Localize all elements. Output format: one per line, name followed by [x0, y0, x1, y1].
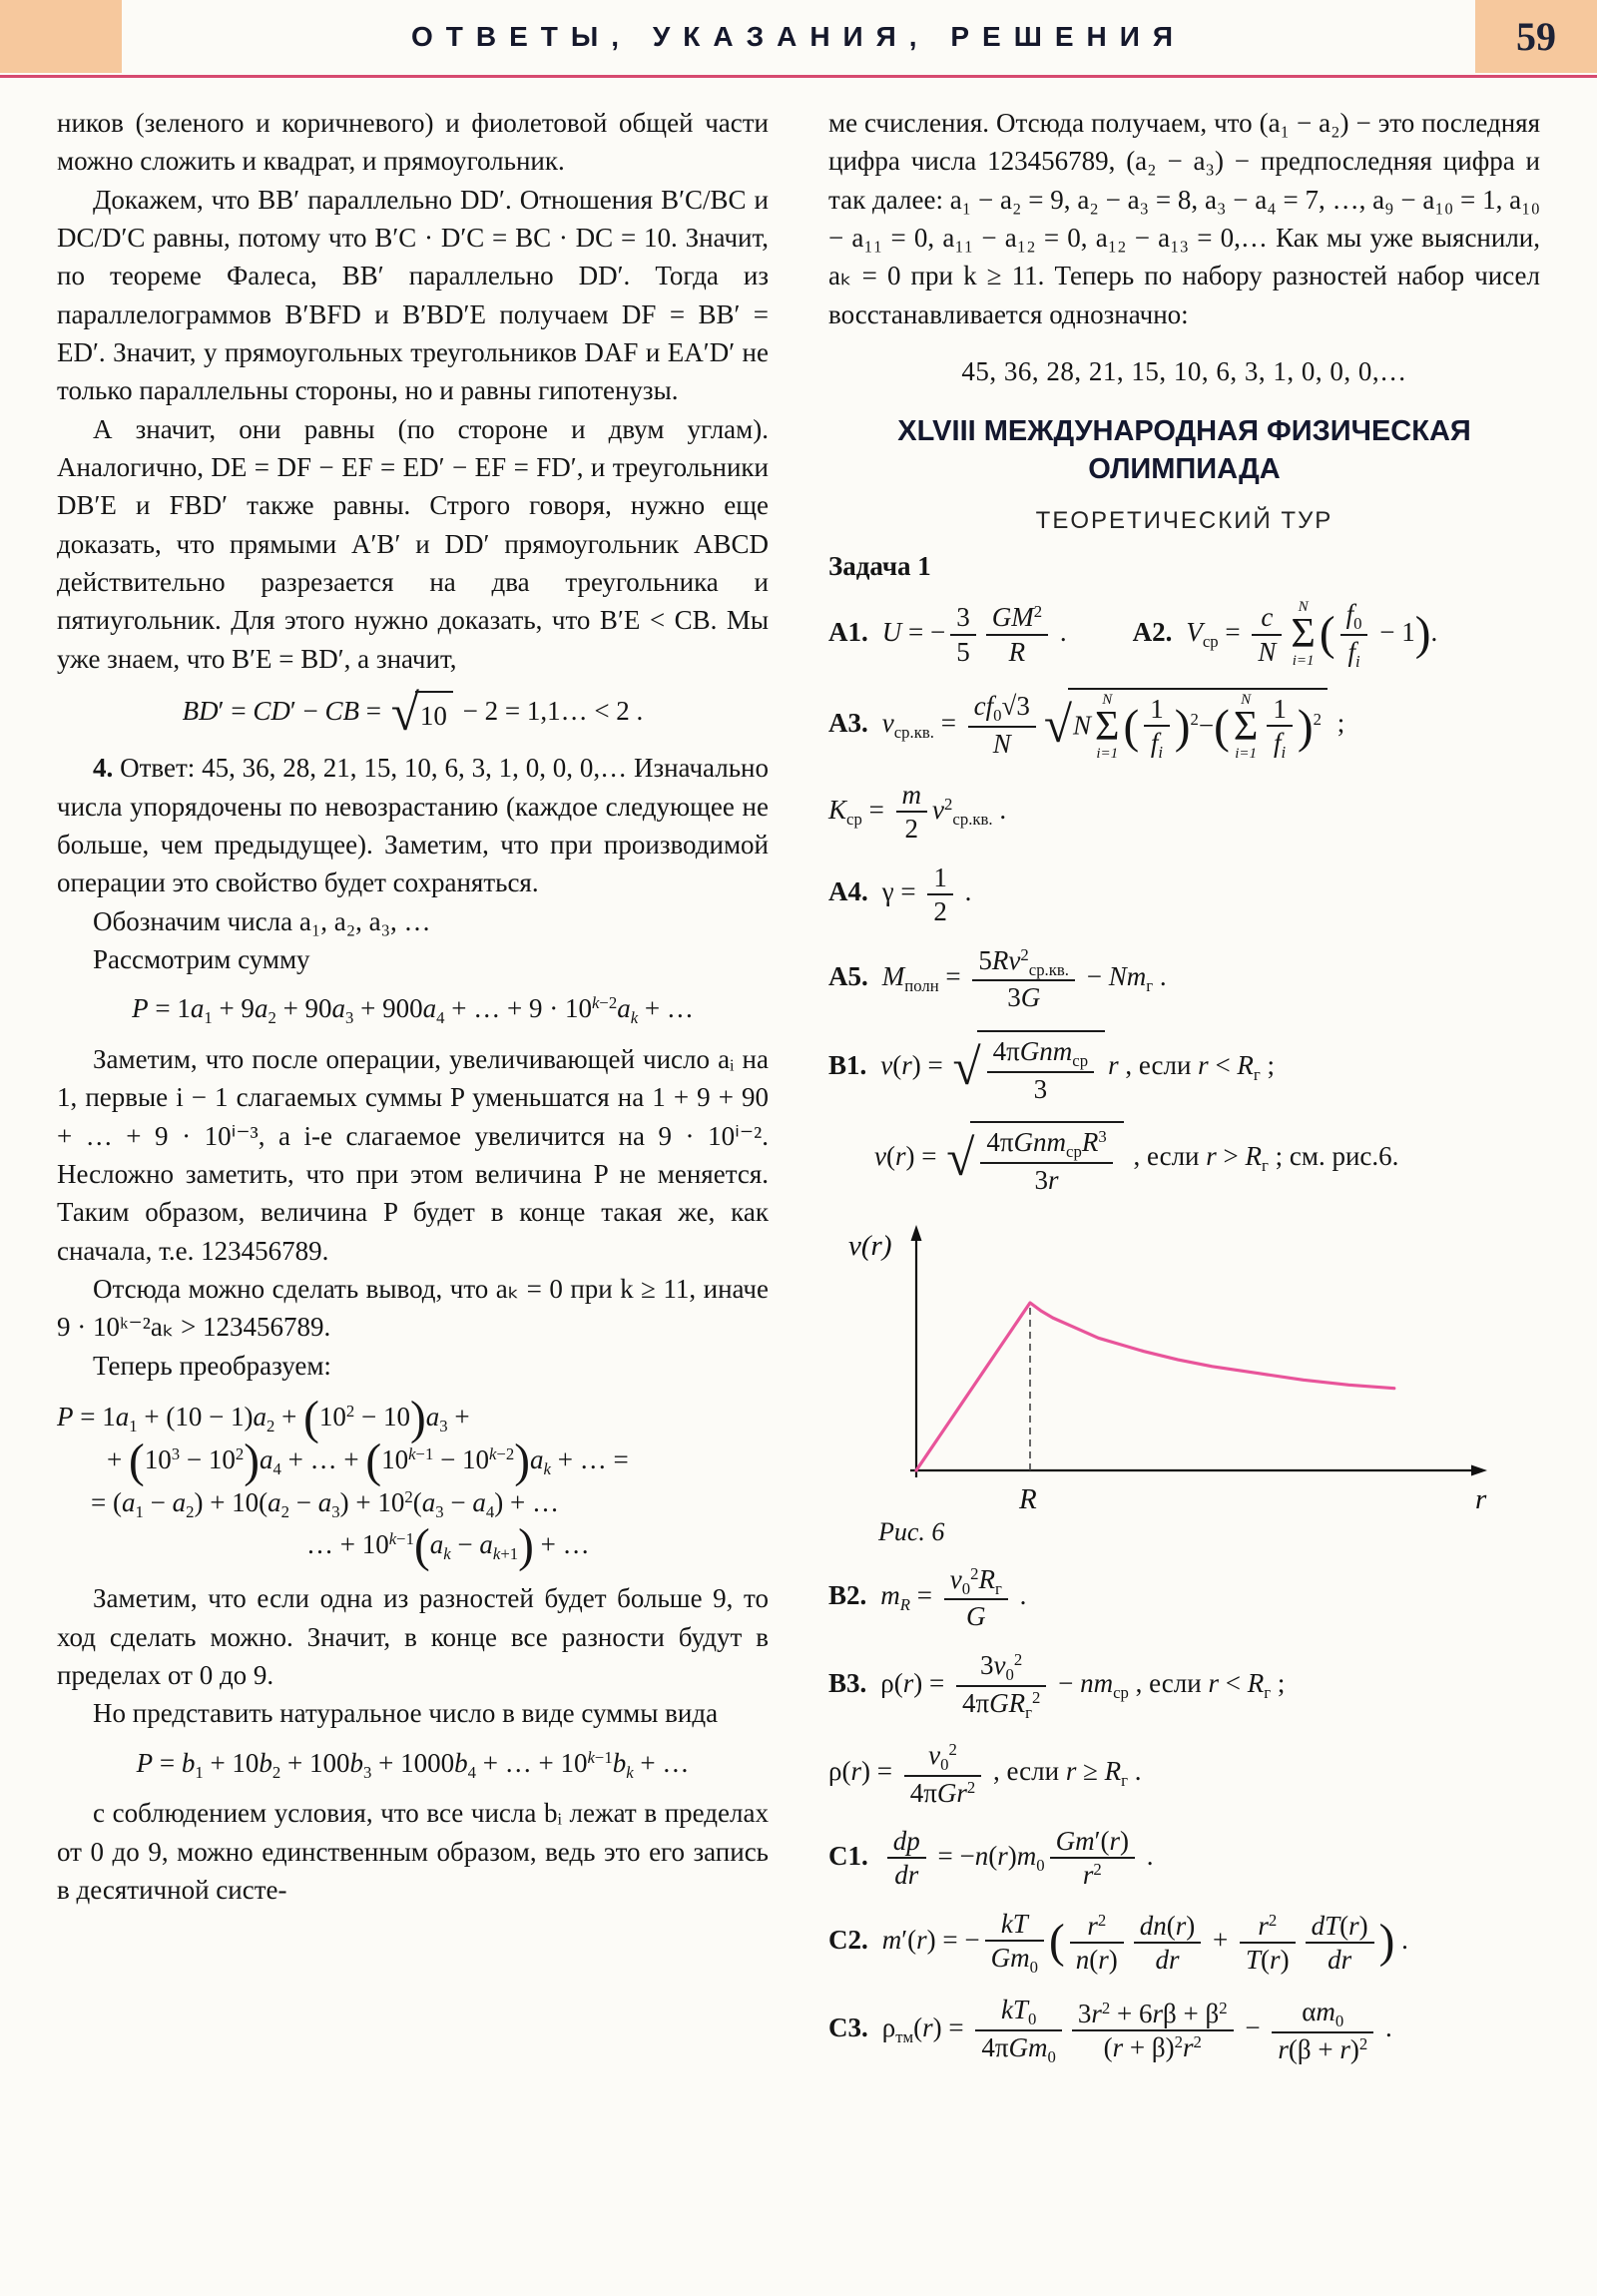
- formula-b2: $m_R$ = $\frac{v_0^2R_г}{G}$ .: [880, 1563, 1027, 1632]
- transformation-line-1: $P = 1a_1 + (10 - 1)a_2 + (10^2 - 10)a_3$ +: [57, 1392, 470, 1444]
- formula-c3: $\rho_{тм}(r)$ = $\frac{kT_0}{4\pi Gm_0}$ $\frac{3r^2 + 6r\beta + \beta^2}{(r + \beta)^2r^2}$ − $\frac{\alpha m_0}{r(\beta + r)^2}$ .: [881, 1995, 1392, 2066]
- para-consider-sum: Рассмотрим сумму: [93, 943, 310, 974]
- transformation-line-2: + $(10^3 - 10^2)a_4$ + … + $(10^{k-1} - 10^{k-2})a_k$ + … =: [107, 1435, 629, 1487]
- formula-row-b2: [828, 1563, 1540, 1633]
- equation-sum-p: $P = 1a_1 + 9a_2 + 90a_3 + 900a_4$ + … + $9 \cdot 10^{k-2}a_k$ + …: [132, 992, 694, 1028]
- para-transform: Теперь преобразуем:: [93, 1350, 331, 1381]
- svg-text:R: R: [1019, 1482, 1037, 1512]
- formula-b1-continued: v(r) = √ $\frac{4\pi Gnm_{ср}R^3}{3r}$ , если $r > R_г$ ; см. рис.6.: [874, 1141, 1398, 1171]
- formula-a2: $V_{ср}$ = $\frac{c}{N}$ N Σ i=1 ( $\frac{f_0}{f_i}$ − 1).: [1186, 598, 1438, 671]
- label-a4: А4.: [828, 876, 868, 907]
- problem4-number: 4.: [93, 753, 114, 784]
- olympiad-title: XLVIII МЕЖДУНАРОДНАЯ ФИЗИЧЕСКАЯ ОЛИМПИАДА: [897, 415, 1471, 486]
- para-zero-conclusion: Отсюда можно сделать вывод, что aₖ = 0 при k ≥ 11, иначе 9 · 10ᵏ⁻²aₖ > 123456789.: [57, 1274, 769, 1343]
- formula-row-a4: [828, 861, 1540, 928]
- page-number: 59: [1516, 14, 1556, 59]
- page-header: [0, 0, 1597, 78]
- formula-row-c2: [828, 1908, 1540, 1978]
- formula-row-c1: [828, 1825, 1540, 1892]
- label-c2: С2.: [828, 1925, 868, 1956]
- equation-transformation: [57, 1392, 769, 1573]
- svg-text:r: r: [1475, 1482, 1487, 1512]
- transformation-line-3: = $(a_1 - a_2) + 10(a_2 - a_3) + 10^2(a_3 - a_4)$ + …: [91, 1486, 559, 1521]
- para-decimal-system: ме счисления. Отсюда получаем, что (a₁ − a₂) − это последняя цифра числа 123456789, (a₂ − a₃) − предпоследняя цифра и так далее: a₁ − a₂ = 9, a₂ − a₃ = 8, a₃ − a₄ = 7, …, a₉ − a₁₀ = 1, a₁₀ − a₁₁ = 0, a₁₁ − a₁₂ = 0, a₁₂ − a₁₃ = 0,… Как мы уже выяснили, aₖ = 0 при k ≥ 11. Теперь по набору разностей набор чисел восстанавливается однозначно:: [828, 108, 1540, 329]
- para-figure-cut: ников (зеленого и коричневого) и фиолетовой общей части можно сложить и квадрат, и прямоугольник.: [57, 108, 769, 177]
- para-invariant: Заметим, что после операции, увеличивающей число aᵢ на 1, первые i − 1 слагаемых суммы P уменьшатся на 1 + 9 + 90 + … + 9 · 10ⁱ⁻³, а i-е слагаемое увеличится на 9 · 10ⁱ⁻². Несложно заметить, что при этом величина P не меняется. Таким образом, величина P будет в конце такая же, как сначала, т.е. 123456789.: [57, 1044, 769, 1266]
- formula-row-b1: [828, 1030, 1540, 1105]
- label-a2: А2.: [1132, 616, 1173, 647]
- header-rule: [0, 75, 1597, 78]
- formula-b3-continued: ρ(r) = $\frac{v_0^2}{4\pi Gr^2}$ , если $r \ge R_г$ .: [828, 1739, 1142, 1808]
- para-uniqueness: с соблюдением условия, что все числа bᵢ лежат в пределах от 0 до 9, можно единственным образом, ведь это его запись в десятичной систе-: [57, 1798, 769, 1906]
- page-content: [0, 78, 1597, 2083]
- page-number-block: [1475, 0, 1597, 73]
- equation-bd-estimate: BD′ = CD′ − CB = √ 10 − 2 = 1,1… < 2 .: [182, 684, 644, 742]
- formula-row-k-avg: [828, 779, 1540, 846]
- answer-sequence: 45, 36, 28, 21, 15, 10, 6, 3, 1, 0, 0, 0,…: [961, 355, 1407, 386]
- figure-6: [834, 1213, 1540, 1547]
- formula-b1: v(r) = √ $\frac{4\pi Gnm_{ср}}{3}$ r , если $r < R_г$ ;: [880, 1050, 1275, 1080]
- figure-6-caption: Рис. 6: [878, 1516, 945, 1546]
- right-column: [828, 104, 1540, 2083]
- problem-1-title: Задача 1: [828, 550, 931, 581]
- label-b3: В3.: [828, 1667, 867, 1698]
- formula-b3: ρ(r) = $\frac{3v_0^2}{4\pi GR_г^2}$ − $nm_{ср}$ , если $r < R_г$ ;: [880, 1649, 1286, 1722]
- para-triangle-equality: А значит, они равны (по стороне и двум углам). Аналогично, DE = DF − EF = ED′ − EF = FD′, и треугольники DB′E и FBD′ также равны. Строго говоря, нужно еще доказать, что прямыми A′B′ и DD′ прямоугольник ABCD действительно разрезается на два треугольника и пятиугольник. Для этого нужно доказать, что B′E < CB. Мы уже знаем, что B′E = BD′, а значит,: [57, 413, 769, 674]
- formula-a5: $M_{полн}$ = $\frac{5Rv^2_{ср.кв.}}{3G}$ − $Nm_г$ .: [881, 944, 1167, 1013]
- figure-6-plot: [834, 1213, 1493, 1512]
- formula-row-a3: [828, 688, 1540, 763]
- formula-a4: γ = $\frac{1}{2}$ .: [881, 861, 972, 927]
- label-c3: С3.: [828, 2012, 868, 2043]
- formula-c1: $\frac{dp}{dr}$ = $-n(r)m_0$ $\frac{Gm'(r)}{r^2}$ .: [882, 1841, 1154, 1871]
- para-parallel-proof: Докажем, что BB′ параллельно DD′. Отношения B′C/BC и DC/D′C равны, потому что B′C · D′C = BC · DC = 10. Значит, по теореме Фалеса, BB′ параллельно DD′. Тогда из параллелограммов B′BFD и B′BD′E получаем DF = BB′ = ED′. Значит, у прямоугольных треугольников DAF и EA′D′ не только параллельны стороны, но и равны гипотенузы.: [57, 184, 769, 406]
- label-b1: В1.: [828, 1049, 867, 1080]
- header-left-ornament: [0, 0, 122, 73]
- formula-row-c3: [828, 1994, 1540, 2067]
- transformation-line-4: … + $10^{k-1}(a_k - a_{k+1})$ + …: [306, 1520, 590, 1573]
- left-column: [57, 104, 769, 2083]
- formula-row-b1-continued: [874, 1121, 1540, 1196]
- theoretical-round-title: ТЕОРЕТИЧЕСКИЙ ТУР: [1035, 506, 1333, 534]
- label-a5: А5.: [828, 960, 868, 991]
- equation-decimal-sum: $P = b_1 + 10b_2 + 100b_3 + 1000b_4$ + … + $10^{k-1}b_k$ + …: [136, 1747, 690, 1782]
- formula-k-avg: $K_{ср}$ = $\frac{m}{2}$ $v^2_{ср.кв.}$ .: [828, 780, 1007, 845]
- problem4-answer-text: Ответ: 45, 36, 28, 21, 15, 10, 6, 3, 1, 0, 0, 0,… Изначально числа упорядочены по невозрастанию (каждое следующее не больше, чем предыдущее). Заметим, что при производимой операции это свойство будет сохраняться.: [57, 753, 769, 898]
- label-a1: А1.: [828, 616, 868, 647]
- formula-a3: $v_{ср.кв.}$ = $\frac{cf_0√3}{N}$ √ N N Σ i=1 ( $\frac{1}{f_i}$ )$^2$−( N Σ i=1 $\frac{1}{f_i}$ )$^2$ ;: [882, 708, 1344, 738]
- formula-row-b3: [828, 1649, 1540, 1723]
- label-a3: А3.: [828, 707, 868, 738]
- para-differences-bound: Заметим, что если одна из разностей будет больше 9, то ход сделать можно. Значит, в конце все разности будут в пределах от 0 до 9.: [57, 1583, 769, 1690]
- formula-row-b3-continued: [828, 1739, 1540, 1809]
- svg-text:v(r): v(r): [848, 1229, 892, 1262]
- formula-c2: m′(r) = − $\frac{kT}{Gm_0}$ ( $\frac{r^2}{n(r)}$ $\frac{dn(r)}{dr}$ + $\frac{r^2}{T(r)}$ $\frac{dT(r)}{dr}$ ) .: [881, 1908, 1408, 1977]
- para-problem4-answer: [57, 749, 769, 901]
- formula-a1: U = − $\frac{3}{5}$ $\frac{GM^2}{R}$ .: [881, 602, 1067, 667]
- formula-row-a5: [828, 944, 1540, 1014]
- formula-row-a1-a2: [828, 598, 1540, 672]
- running-head-title: ОТВЕТЫ, УКАЗАНИЯ, РЕШЕНИЯ: [410, 20, 1186, 52]
- label-c1: С1.: [828, 1840, 868, 1871]
- para-denote-numbers: Обозначим числа a₁, a₂, a₃, …: [93, 905, 431, 936]
- label-b2: В2.: [828, 1579, 867, 1610]
- para-represent-number: Но представить натуральное число в виде суммы вида: [93, 1698, 719, 1729]
